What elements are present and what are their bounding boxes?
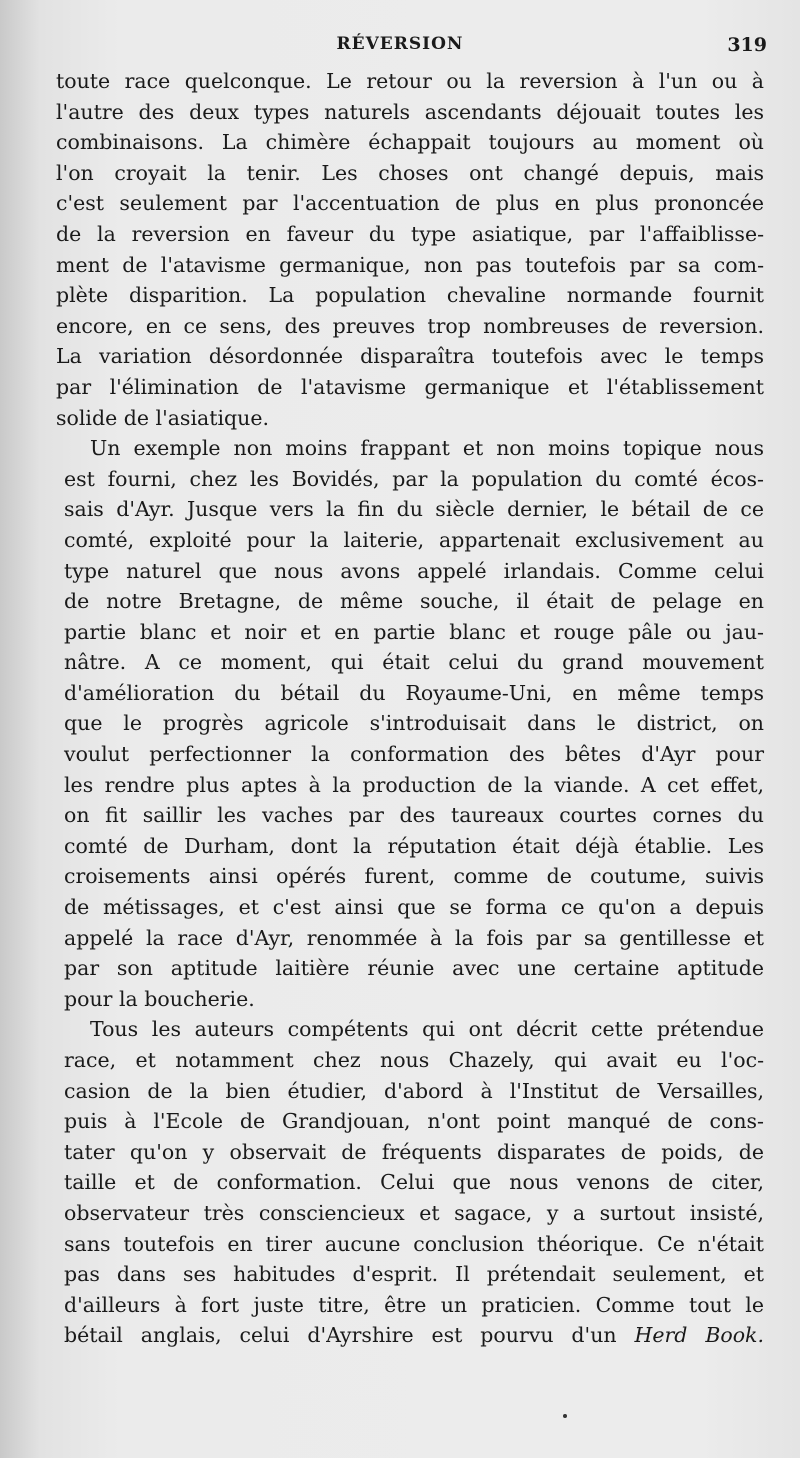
- text-line: race, et notamment chez nous Chazely, qui avait eu l'oc-: [64, 1048, 764, 1072]
- text-line: comté de Durham, dont la réputation était déjà établie. Les: [64, 833, 764, 858]
- text-line: taille et de conformation. Celui que nous venons de citer,: [64, 1170, 764, 1195]
- text-line: d'amélioration du bétail du Royaume-Uni, en même temps: [64, 680, 764, 705]
- text-line: c'est seulement par l'accentuation de plus en plus prononcée: [56, 191, 764, 216]
- paragraph-end-line: pour la boucherie.: [64, 986, 255, 1011]
- herd-book-italic: Herd Book.: [634, 1323, 765, 1348]
- text-line: La variation désordonnée disparaîtra toutefois avec le temps: [56, 344, 764, 369]
- text-line: voulut perfectionner la conformation des bêtes d'Ayr pour: [64, 742, 764, 767]
- text-line: d'ailleurs à fort juste titre, être un praticien. Comme tout le: [64, 1292, 764, 1317]
- print-speck: [563, 1414, 567, 1418]
- text-line: plète disparition. La population chevaline normande fournit: [56, 283, 764, 308]
- text-line: puis à l'Ecole de Grandjouan, n'ont point manqué de cons-: [64, 1109, 764, 1134]
- text-line: casion de la bien étudier, d'abord à l'Institut de Versailles,: [64, 1078, 764, 1103]
- page-number: 319: [727, 34, 767, 56]
- text-line: est fourni, chez les Bovidés, par la population du comté écos-: [64, 466, 764, 491]
- text-line: de la reversion en faveur du type asiatique, par l'affaiblisse-: [56, 221, 764, 246]
- text-line: de notre Bretagne, de même souche, il était de pelage en: [64, 589, 764, 614]
- text-line: type naturel que nous avons appelé irlandais. Comme celui: [64, 558, 764, 583]
- text-line: observateur très consciencieux et sagace, y a surtout insisté,: [64, 1200, 764, 1225]
- text-line: nâtre. A ce moment, qui était celui du grand mouvement: [64, 650, 764, 675]
- text-line: combinaisons. La chimère échappait toujours au moment où: [56, 130, 764, 155]
- final-line-text: bétail anglais, celui d'Ayrshire est pourvu d'un: [64, 1323, 617, 1348]
- paragraph-start-line: Un exemple non moins frappant et non moins topique nous: [90, 436, 764, 461]
- text-line: encore, en ce sens, des preuves trop nombreuses de reversion.: [56, 313, 764, 338]
- text-line: les rendre plus aptes à la production de la viande. A cet effet,: [64, 772, 764, 797]
- text-line: croisements ainsi opérés furent, comme de coutume, suivis: [64, 864, 764, 889]
- text-line: ment de l'atavisme germanique, non pas toutefois par sa com-: [56, 252, 764, 277]
- text-line: l'autre des deux types naturels ascendants déjouait toutes les: [56, 99, 764, 124]
- text-line: appelé la race d'Ayr, renommée à la fois par sa gentillesse et: [64, 925, 764, 950]
- text-line: sans toutefois en tirer aucune conclusion théorique. Ce n'était: [64, 1231, 764, 1256]
- text-line: que le progrès agricole s'introduisait dans le district, on: [64, 711, 764, 736]
- text-line: pas dans ses habitudes d'esprit. Il prétendait seulement, et: [64, 1262, 764, 1287]
- text-line: partie blanc et noir et en partie blanc et rouge pâle ou jau-: [64, 619, 764, 644]
- page-header: [0, 28, 800, 64]
- text-line: toute race quelconque. Le retour ou la reversion à l'un ou à: [56, 69, 764, 93]
- text-line: sais d'Ayr. Jusque vers la fin du siècle dernier, le bétail de ce: [64, 497, 764, 522]
- text-line: l'on croyait la tenir. Les choses ont changé depuis, mais: [56, 160, 764, 185]
- text-line: comté, exploité pour la laiterie, appartenait exclusivement au: [64, 527, 764, 552]
- paragraph-start-line: Tous les auteurs compétents qui ont décrit cette prétendue: [90, 1017, 764, 1042]
- final-text-line: [64, 1320, 764, 1351]
- paragraph-end-line: solide de l'asiatique.: [56, 405, 269, 430]
- text-line: par l'élimination de l'atavisme germanique et l'établissement: [56, 374, 764, 399]
- body-text: [56, 66, 765, 1351]
- text-line: tater qu'on y observait de fréquents disparates de poids, de: [64, 1139, 764, 1164]
- text-line: par son aptitude laitière réunie avec une certaine aptitude: [64, 956, 764, 981]
- running-title: RÉVERSION: [336, 34, 464, 54]
- text-line: on fit saillir les vaches par des taureaux courtes cornes du: [64, 803, 764, 828]
- text-line: de métissages, et c'est ainsi que se forma ce qu'on a depuis: [64, 895, 764, 920]
